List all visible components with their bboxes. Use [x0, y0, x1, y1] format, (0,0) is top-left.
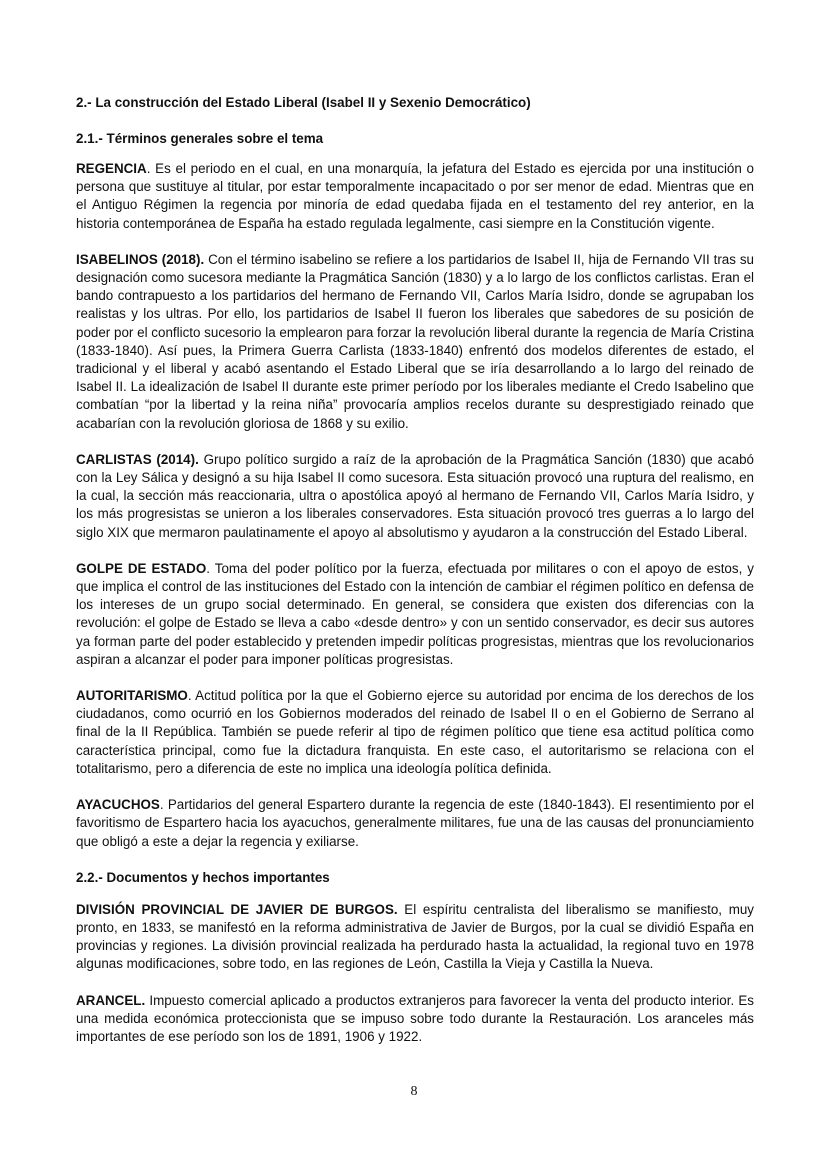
entry-term: CARLISTAS (2014).	[76, 451, 199, 467]
subsection-title-documents: 2.2.- Documentos y hechos importantes	[76, 869, 330, 885]
page-number: 8	[410, 1084, 418, 1099]
entry-autoritarismo	[76, 687, 754, 778]
entry-arancel	[76, 992, 754, 1047]
entry-golpe-de-estado	[76, 560, 754, 669]
entry-term: ARANCEL.	[76, 992, 146, 1008]
entry-term: REGENCIA	[76, 161, 147, 176]
entry-text: Impuesto comercial aplicado a productos extranjeros para favorecer la venta del producto interior. Es una medida económica proteccionista que se impuso sobre todo durante la Restauración. Los aranceles más importantes de ese período son los de 1891, 1906 y 1922.	[76, 992, 754, 1044]
entry-text: Grupo político surgido a raíz de la aprobación de la Pragmática Sanción (1830) que acabó con la Ley Sálica y designó a su hija Isabel II como sucesora. Esta situación provocó una ruptura del realismo, en la cual, la sección más reaccionaria, ultra o apostólica apoyó al hermano de Fernando VII, Carlos María Isidro, y los más progresistas se unieron a los liberales conservadores. Esta situación provocó tres guerras a lo largo del siglo XIX que mermaron paulatinamente el apoyo al absolutismo y ayudaron a la construcción del Estado Liberal.	[76, 451, 754, 540]
entry-division-provincial	[76, 901, 754, 974]
entry-text: El espíritu centralista del liberalismo se manifiesto, muy pronto, en 1833, se manifestó en la reforma administrativa de Javier de Burgos, por la cual se dividió España en provincias y regiones. La división provincial realizada ha perdurado hasta la actualidad, la regional tuvo en 1978 algunas modificaciones, sobre todo, en las regiones de León, Castilla la Vieja y Castilla la Nueva.	[76, 901, 755, 972]
entry-regencia	[76, 160, 754, 233]
subsection-title-terms: 2.1.- Términos generales sobre el tema	[76, 131, 324, 146]
entry-term: DIVISIÓN PROVINCIAL DE JAVIER DE BURGOS.	[76, 901, 398, 917]
entry-text: . Actitud política por la que el Gobierno ejerce su autoridad por encima de los derechos de los ciudadanos, como ocurrió en los Gobiernos moderados del reinado de Isabel II o en el Gobierno de Serrano al final de la II República. También se puede referir al tipo de régimen político que tiene esa actitud política como característica principal, como fue la dictadura franquista. En este caso, el autoritarismo se relaciona con el totalitarismo, pero a diferencia de este no implica una ideología política definida.	[76, 688, 754, 776]
entry-carlistas	[76, 451, 754, 542]
document-page	[76, 94, 754, 1064]
entry-isabelinos	[76, 251, 754, 433]
section-title: 2.- La construcción del Estado Liberal (Isabel II y Sexenio Democrático)	[76, 95, 531, 110]
entry-term: AUTORITARISMO	[76, 688, 188, 704]
entry-term: AYACUCHOS	[76, 797, 160, 813]
entry-term: GOLPE DE ESTADO	[76, 560, 207, 576]
entry-text: . Es el periodo en el cual, en una monarquía, la jefatura del Estado es ejercida por una institución o persona que sustituye al titular, por estar temporalmente incapacitado o por ser menor de edad. Mientras que en el Antiguo Régimen la regencia por minoría de edad quedaba fijada en el testamento del rey anterior, en la historia contemporánea de España ha estado regulada legalmente, casi siempre en la Constitución vigente.	[76, 161, 754, 231]
entry-text: . Toma del poder político por la fuerza, efectuada por militares o con el apoyo de estos, y que implica el control de las instituciones del Estado con la intención de cambiar el régimen político en defensa de los intereses de un grupo social determinado. En general, se considera que existen dos diferencias con la revolución: el golpe de Estado se lleva a cabo «desde dentro» y con un sentido conservador, es decir sus autores ya forman parte del poder establecido y pretenden impedir políticas progresistas, mientras que los revolucionarios aspiran a alcanzar el poder para imponer políticas progresistas.	[76, 560, 754, 667]
entry-ayacuchos	[76, 796, 754, 851]
entry-term: ISABELINOS (2018).	[76, 251, 205, 267]
entry-text: Con el término isabelino se refiere a los partidarios de Isabel II, hija de Fernando VII tras su designación como sucesora mediante la Pragmática Sanción (1830) y a lo largo de los conflictos carlistas. Eran el bando contrapuesto a los partidarios del hermano de Fernando VII, Carlos María Isidro, donde se agrupaban los realistas y los ultras. Por ello, los partidarios de Isabel II fueron los liberales que sabedores de su posición de poder por el conflicto sucesorio la emplearon para forzar la revolución liberal durante la regencia de María Cristina (1833-1840). Así pues, la Primera Guerra Carlista (1833-1840) enfrentó dos modelos diferentes de estado, el tradicional y el liberal y acabó asentando el Estado Liberal que se iría desarrollando a lo largo del reinado de Isabel II. La idealización de Isabel II durante este primer período por los liberales mediante el Credo Isabelino que combatían “por la libertad y la reina niña” provocaría amplios recelos durante su desprestigiado reinado que acabarían con la revolución gloriosa de 1868 y su exilio.	[76, 251, 754, 431]
entry-text: . Partidarios del general Espartero durante la regencia de este (1840-1843). El resentimiento por el favoritismo de Espartero hacia los ayacuchos, generalmente militares, fue una de las causas del pronunciamiento que obligó a este a dejar la regencia y exiliarse.	[76, 797, 754, 849]
